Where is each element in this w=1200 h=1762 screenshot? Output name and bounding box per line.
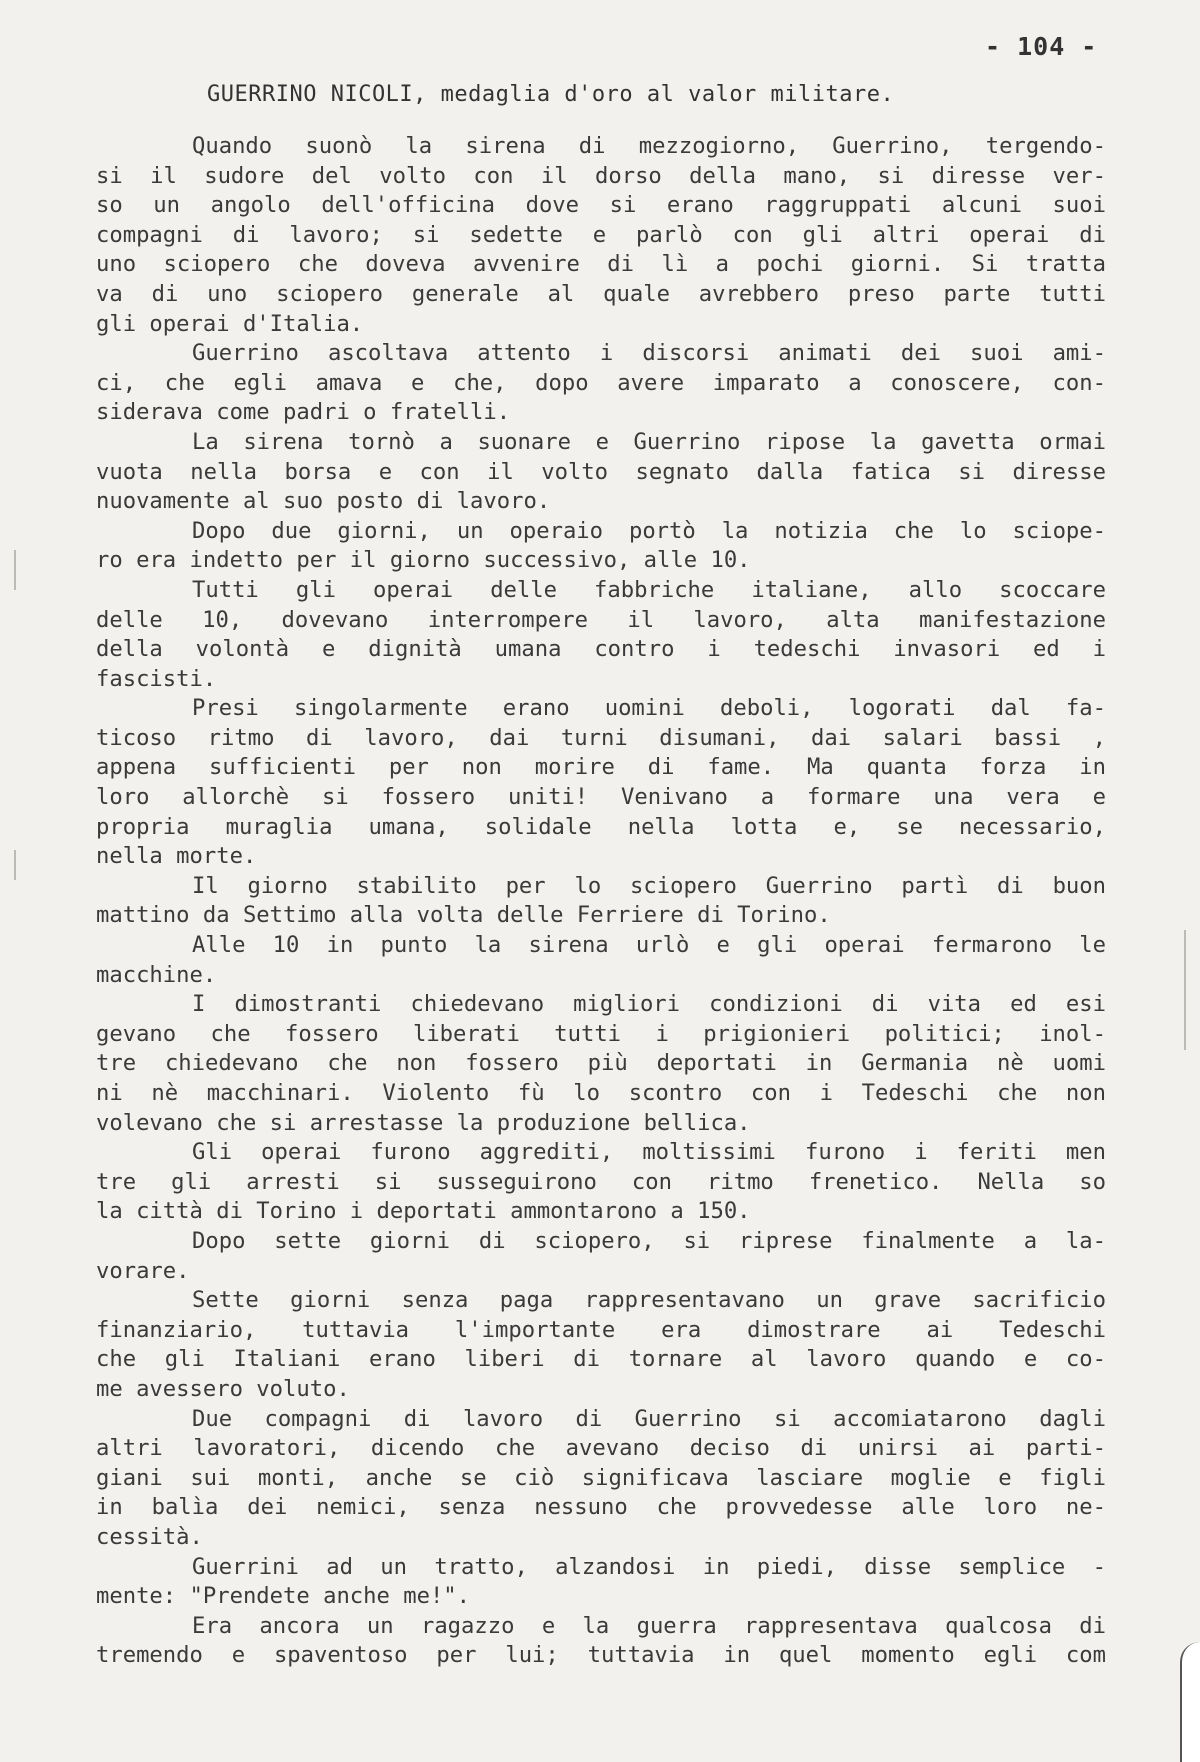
text-line: Era ancora un ragazzo e la guerra rappresentava qualcosa di (192, 1612, 1106, 1639)
text-line: Gli operai furono aggrediti, moltissimi furono i feriti men (192, 1139, 1106, 1166)
text-line: la città di Torino i deportati ammontarono a 150. (96, 1198, 751, 1225)
text-line: gli operai d'Italia. (96, 310, 364, 337)
text-line: vorare. (96, 1257, 190, 1284)
text-line: compagni di lavoro; si sedette e parlò con gli altri operai di (96, 221, 1106, 248)
text-line: ci, che egli amava e che, dopo avere imparato a conoscere, con- (96, 369, 1106, 396)
text-line: fascisti. (96, 665, 217, 692)
text-line: ro era indetto per il giorno successivo, alle 10. (96, 547, 751, 574)
text-line: Il giorno stabilito per lo sciopero Guerrino partì di buon (192, 872, 1106, 899)
text-line: che gli Italiani erano liberi di tornare al lavoro quando e co- (96, 1346, 1106, 1373)
text-line: mente: "Prendete anche me!". (96, 1583, 471, 1610)
text-line: cessità. (96, 1523, 203, 1550)
text-line: finanziario, tuttavia l'importante era dimostrare ai Tedeschi (96, 1316, 1106, 1343)
text-line: volevano che si arrestasse la produzione bellica. (96, 1109, 751, 1136)
text-line: Dopo due giorni, un operaio portò la notizia che lo sciope- (192, 517, 1106, 544)
text-line: delle 10, dovevano interrompere il lavoro, alta manifestazione (96, 606, 1106, 633)
text-line: tre gli arresti si susseguirono con ritmo frenetico. Nella so (96, 1168, 1106, 1195)
text-line: mattino da Settimo alla volta delle Ferriere di Torino. (96, 902, 831, 929)
body-text (96, 132, 1106, 1671)
right-margin-mark (1184, 930, 1186, 1050)
text-line: Guerrino ascoltava attento i discorsi animati dei suoi ami- (192, 340, 1106, 367)
text-line: siderava come padri o fratelli. (96, 399, 511, 426)
text-line: in balìa dei nemici, senza nessuno che provvedesse alle loro ne- (96, 1494, 1106, 1521)
left-margin-mark (14, 550, 16, 590)
text-line: appena sufficienti per non morire di fame. Ma quanta forza in (96, 754, 1106, 781)
text-line: I dimostranti chiedevano migliori condizioni di vita ed esi (192, 991, 1106, 1018)
text-line: La sirena tornò a suonare e Guerrino ripose la gavetta ormai (192, 428, 1106, 455)
text-line: Quando suonò la sirena di mezzogiorno, Guerrino, tergendo- (192, 133, 1106, 159)
text-line: della volontà e dignità umana contro i tedeschi invasori ed i (96, 636, 1106, 663)
text-line: nuovamente al suo posto di lavoro. (96, 488, 551, 515)
text-line: va di uno sciopero generale al quale avrebbero preso parte tutti (96, 280, 1106, 307)
text-line: Guerrini ad un tratto, alzandosi in piedi, disse semplice - (192, 1553, 1106, 1580)
text-line: Alle 10 in punto la sirena urlò e gli operai fermarono le (192, 932, 1106, 959)
text-line: Due compagni di lavoro di Guerrino si accomiatarono dagli (192, 1405, 1106, 1432)
text-line: Dopo sette giorni di sciopero, si riprese finalmente a la- (192, 1227, 1106, 1254)
left-margin-mark (14, 850, 16, 880)
text-line: loro allorchè si fossero uniti! Venivano a formare una vera e (96, 784, 1106, 811)
text-line: vuota nella borsa e con il volto segnato dalla fatica si diresse (96, 458, 1106, 485)
text-line: nella morte. (96, 843, 257, 870)
text-line: macchine. (96, 961, 217, 988)
text-line: tre chiedevano che non fossero più deportati in Germania nè uomi (96, 1050, 1106, 1077)
text-line: si il sudore del volto con il dorso della mano, si diresse ver- (96, 162, 1106, 189)
page-corner-curl (1180, 1642, 1200, 1762)
text-line: so un angolo dell'officina dove si erano raggruppati alcuni suoi (96, 192, 1106, 219)
text-line: gevano che fossero liberati tutti i prigionieri politici; inol- (96, 1020, 1106, 1047)
text-line: Tutti gli operai delle fabbriche italiane, allo scoccare (192, 576, 1106, 603)
text-line: me avessero voluto. (96, 1375, 350, 1402)
text-line: giani sui monti, anche se ciò significava lasciare moglie e figli (96, 1464, 1106, 1491)
text-line: Sette giorni senza paga rappresentavano un grave sacrificio (192, 1287, 1106, 1314)
page-heading: GUERRINO NICOLI, medaglia d'oro al valor militare. (207, 82, 895, 107)
page-number: - 104 - (985, 32, 1098, 61)
text-line: altri lavoratori, dicendo che avevano deciso di unirsi ai parti- (96, 1435, 1106, 1462)
text-line: Presi singolarmente erano uomini deboli, logorati dal fa- (192, 695, 1106, 722)
text-line: ticoso ritmo di lavoro, dai turni disumani, dai salari bassi , (96, 724, 1106, 751)
text-line: tremendo e spaventoso per lui; tuttavia in quel momento egli com (96, 1642, 1106, 1669)
text-line: propria muraglia umana, solidale nella lotta e, se necessario, (96, 813, 1106, 840)
text-line: uno sciopero che doveva avvenire di lì a pochi giorni. Si tratta (96, 251, 1106, 278)
text-line: ni nè macchinari. Violento fù lo scontro con i Tedeschi che non (96, 1080, 1106, 1106)
